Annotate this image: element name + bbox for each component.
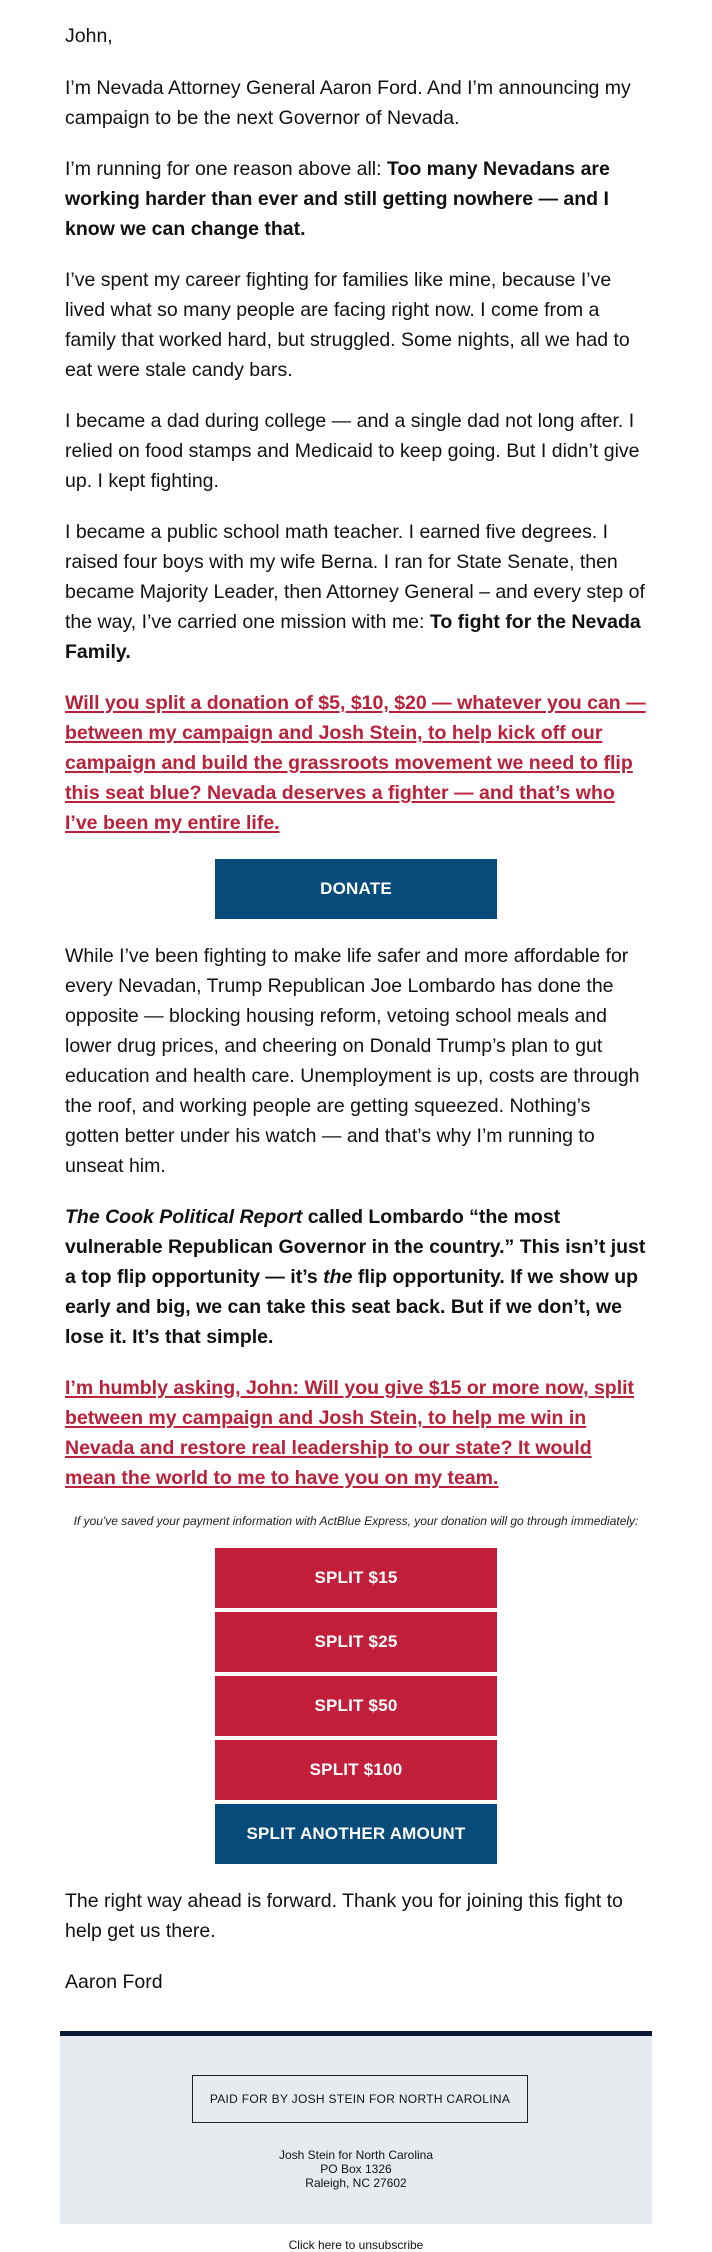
donation-ask-link[interactable]: Will you split a donation of $5, $10, $20 — whatever you can — between my campaign and Josh Stein, to help kick off our campaign and build the grassroots movement we need to flip this seat blue? Nevada deserves a fighter — and that’s who I’ve been my entire life. [65, 692, 646, 834]
address-line-3: Raleigh, NC 27602 [305, 2176, 407, 2190]
teacher-paragraph [65, 517, 647, 667]
donate-button-container [65, 859, 647, 919]
split-50-button[interactable]: SPLIT $50 [215, 1676, 497, 1736]
address-line-1: Josh Stein for North Carolina [278, 2148, 434, 2162]
reason-paragraph [65, 154, 647, 244]
split-25-button[interactable]: SPLIT $25 [215, 1612, 497, 1672]
address-line-2: PO Box 1326 [320, 2162, 392, 2176]
cook-report-paragraph [65, 1202, 647, 1352]
greeting: John, [65, 25, 113, 47]
split-ask-link[interactable]: I’m humbly asking, John: Will you give $15 or more now, split between my campaign and Josh Stein, to help me win in Nevada and restore real leadership to our state? It would mean the world to me to have you on my team. [65, 1377, 635, 1489]
career-paragraph: I’ve spent my career fighting for families like mine, because I’ve lived what so many people are facing right now. I come from a family that worked hard, but struggled. Some nights, all we had to eat were stale candy bars. [65, 269, 630, 381]
split-buttons [65, 1548, 647, 1864]
split-100-button[interactable]: SPLIT $100 [215, 1740, 497, 1800]
cook-report-text-1: called Lombardo “the most vulnerable Republican Governor in the country.” This isn’t just a top flip opportunity — it’s [65, 1206, 646, 1288]
closing-paragraph: The right way ahead is forward. Thank you for joining this fight to help get us there. [65, 1890, 623, 1942]
lombardo-paragraph: While I’ve been fighting to make life safer and more affordable for every Nevadan, Trump Republican Joe Lombardo has done the opposite — blocking housing reform, vetoing school meals and lower drug prices, and cheering on Donald Trump’s plan to gut education and health care. Unemployment is up, costs are through the roof, and working people are getting squeezed. Nothing’s gotten better under his watch — and that’s why I’m running to unseat him. [65, 945, 640, 1177]
intro-paragraph: I’m Nevada Attorney General Aaron Ford. And I’m announcing my campaign to be the next Governor of Nevada. [65, 77, 631, 129]
mission-bold-text: To fight for the Nevada Family. [65, 611, 641, 663]
teacher-lead-text: I became a public school math teacher. I earned five degrees. I raised four boys with my wife Berna. I ran for State Senate, then became Majority Leader, then Attorney General – and every step of the way, I’ve carried one mission with me: [65, 521, 645, 633]
unsubscribe-link[interactable]: Click here to unsubscribe [288, 2238, 424, 2252]
actblue-express-note: If you've saved your payment information with ActBlue Express, your donation will go through immediately: [73, 1514, 639, 1528]
split-another-amount-button[interactable]: SPLIT ANOTHER AMOUNT [215, 1804, 497, 1864]
donate-button[interactable]: DONATE [215, 859, 497, 919]
signature: Aaron Ford [65, 1971, 163, 1993]
reason-lead-text: I’m running for one reason above all: [65, 158, 387, 180]
dad-paragraph: I became a dad during college — and a single dad not long after. I relied on food stamps and Medicaid to keep going. But I didn’t give up. I kept fighting. [65, 410, 640, 492]
publication-name: The Cook Political Report [65, 1206, 303, 1228]
paid-for-disclaimer: PAID FOR BY JOSH STEIN FOR NORTH CAROLINA [192, 2075, 528, 2123]
split-15-button[interactable]: SPLIT $15 [215, 1548, 497, 1608]
reason-bold-text: Too many Nevadans are working harder than ever and still getting nowhere — and I know we can change that. [65, 158, 610, 240]
emphasis-word: the [323, 1266, 353, 1288]
footer [60, 2031, 652, 2224]
cook-report-text-2: flip opportunity. If we show up early and big, we can take this seat back. But if we don’t, we lose it. It’s that simple. [65, 1266, 639, 1348]
mailing-address [60, 2148, 652, 2190]
